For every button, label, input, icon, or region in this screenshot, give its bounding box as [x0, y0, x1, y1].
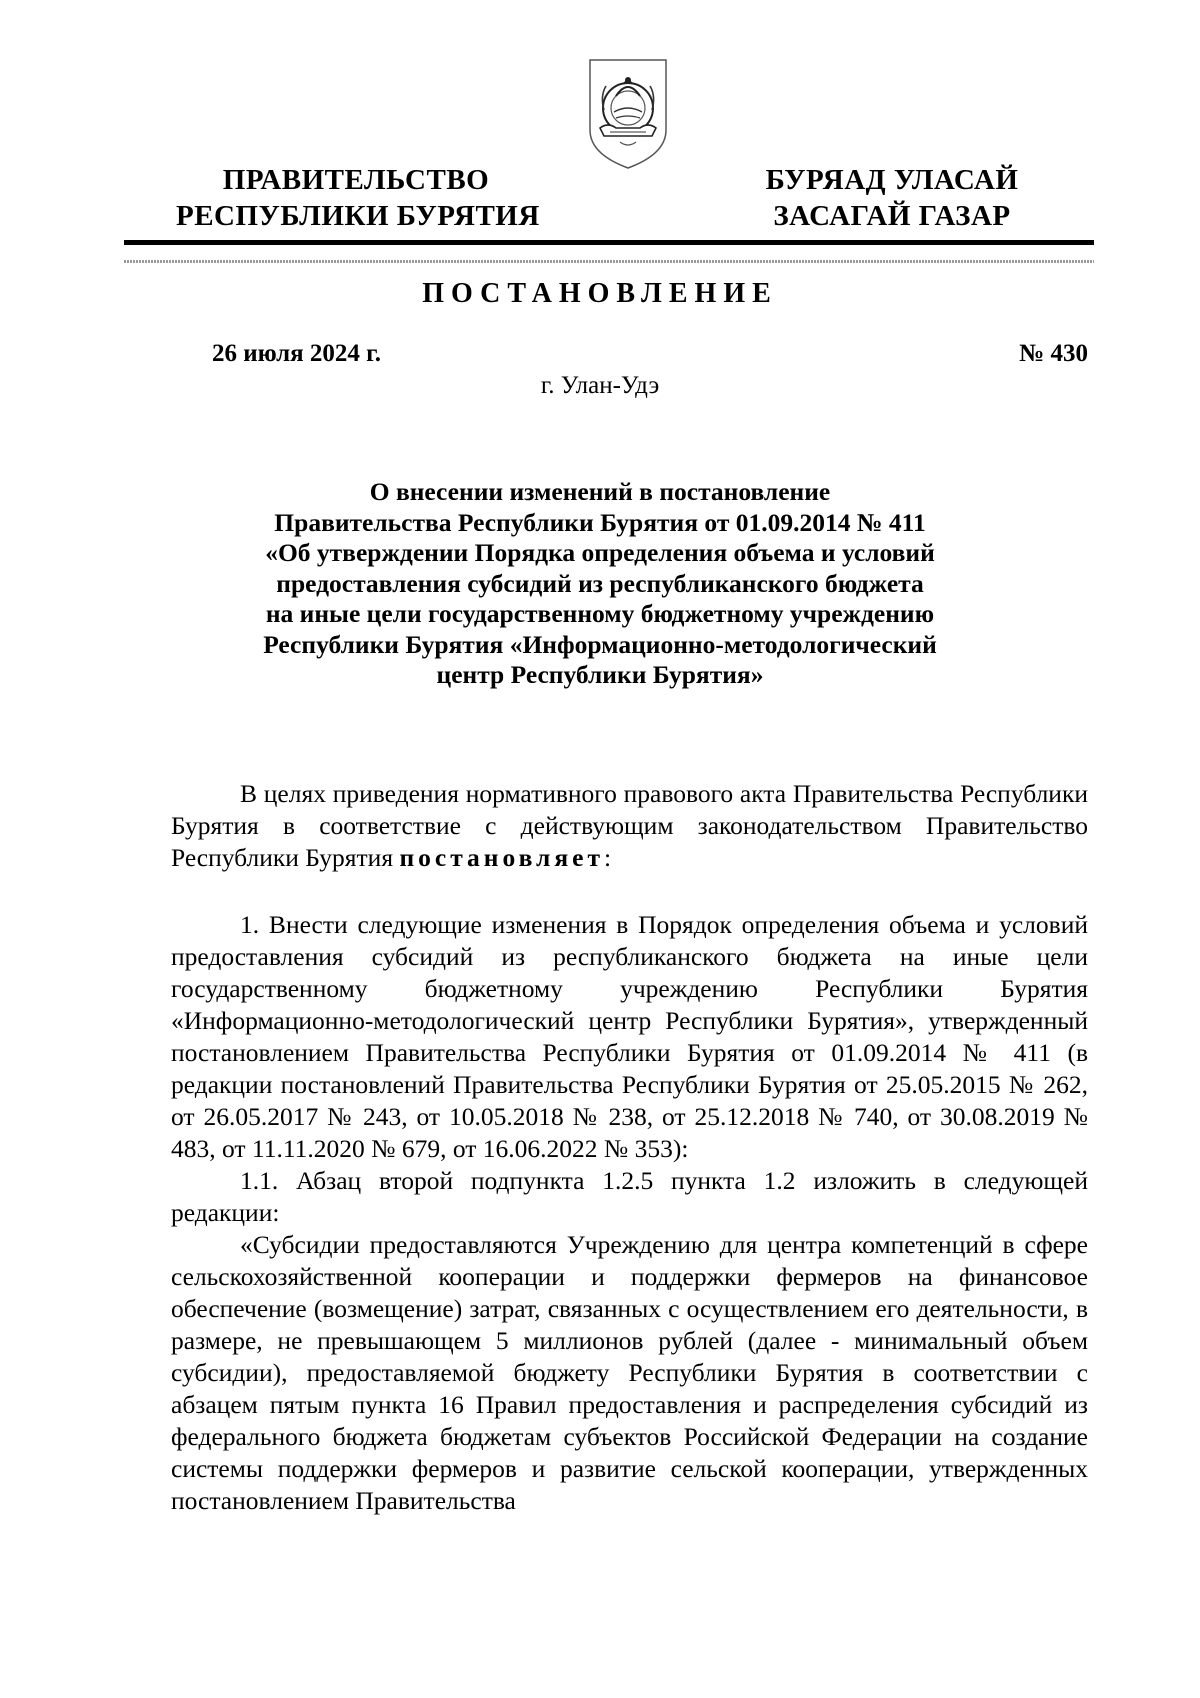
title-line: предоставления субсидий из республиканского бюджета: [276, 568, 924, 598]
title-line: «Об утверждении Порядка определения объема и условий: [265, 538, 935, 567]
preamble-paragraph: [171, 778, 1088, 874]
resolution-keyword: постановляет: [399, 843, 604, 872]
org-name-buryat-line1: БУРЯАД УЛАСАЙ: [765, 164, 1019, 196]
resolution-body: [171, 909, 1088, 1517]
org-name-russian-line1: ПРАВИТЕЛЬСТВО: [222, 164, 490, 196]
header-divider-thin: [124, 260, 1094, 263]
quoted-text: «Субсидии предоставляются Учреждению для центра компетенций в сфере сельскохозяйственной кооперации и поддержки фермеров на финансовое обеспечение (возмещение) затрат, связанных с осуществлением его деятельности, в размере, не превышающем 5 миллионов рублей (далее - минимальный объем субсидии), предоставляемой бюджету Республики Бурятия в соответствии с абзацем пятым пункта 16 Правил предоставления и распределения субсидий из федерального бюджета бюджетам субъектов Российской Федерации на создание системы поддержки фермеров и развитие сельской кооперации, утвержденных постановлением Правительства: [171, 1230, 1088, 1515]
document-title: [150, 477, 1050, 691]
org-name-buryat: [742, 162, 1042, 234]
org-name-russian-line2: РЕСПУБЛИКИ БУРЯТИЯ: [176, 200, 540, 232]
title-line: Республики Бурятия «Информационно-методологический: [263, 629, 937, 659]
item-1-1: 1.1. Абзац второй подпункта 1.2.5 пункта 1.2 изложить в следующей редакции:: [171, 1166, 1088, 1227]
item-1: 1. Внести следующие изменения в Порядок определения объема и условий предоставления субсидий из республиканского бюджета на иные цели государственному бюджетному учреждению Республики Бурятия «Информационно-методологический центр Республики Бурятия», утвержденный постановлением Правительства Республики Бурятия от 01.09.2014 № 411 (в редакции постановлений Правительства Республики Бурятия от 25.05.2015 № 262, от 26.05.2017 № 243, от 10.05.2018 № 238, от 25.12.2018 № 740, от 30.08.2019 № 483, от 11.11.2020 № 679, от 16.06.2022 № 353):: [171, 910, 1088, 1163]
document-number: № 430: [1019, 340, 1088, 367]
title-line: центр Республики Бурятия»: [436, 660, 764, 689]
coat-of-arms-icon: [586, 56, 670, 172]
preamble-text: В целях приведения нормативного правового акта Правительства Республики Бурятия в соответствие с действующим законодательством Правительство Республики Бурятия: [171, 779, 1088, 872]
title-line: на иные цели государственному бюджетному учреждению: [265, 599, 935, 628]
title-line: Правительства Республики Бурятия от 01.09.2014 № 411: [274, 507, 926, 537]
preamble-end: :: [603, 843, 612, 872]
org-name-russian: [176, 162, 540, 234]
document-type: ПОСТАНОВЛЕНИЕ: [422, 278, 778, 309]
title-line: О внесении изменений в постановление: [369, 477, 831, 506]
document-date: 26 июля 2024 г.: [212, 340, 381, 367]
header-divider-thick: [124, 240, 1094, 245]
org-name-buryat-line2: ЗАСАГАЙ ГАЗАР: [773, 200, 1011, 232]
document-city: г. Улан-Удэ: [540, 372, 660, 399]
preamble: [171, 778, 1088, 874]
